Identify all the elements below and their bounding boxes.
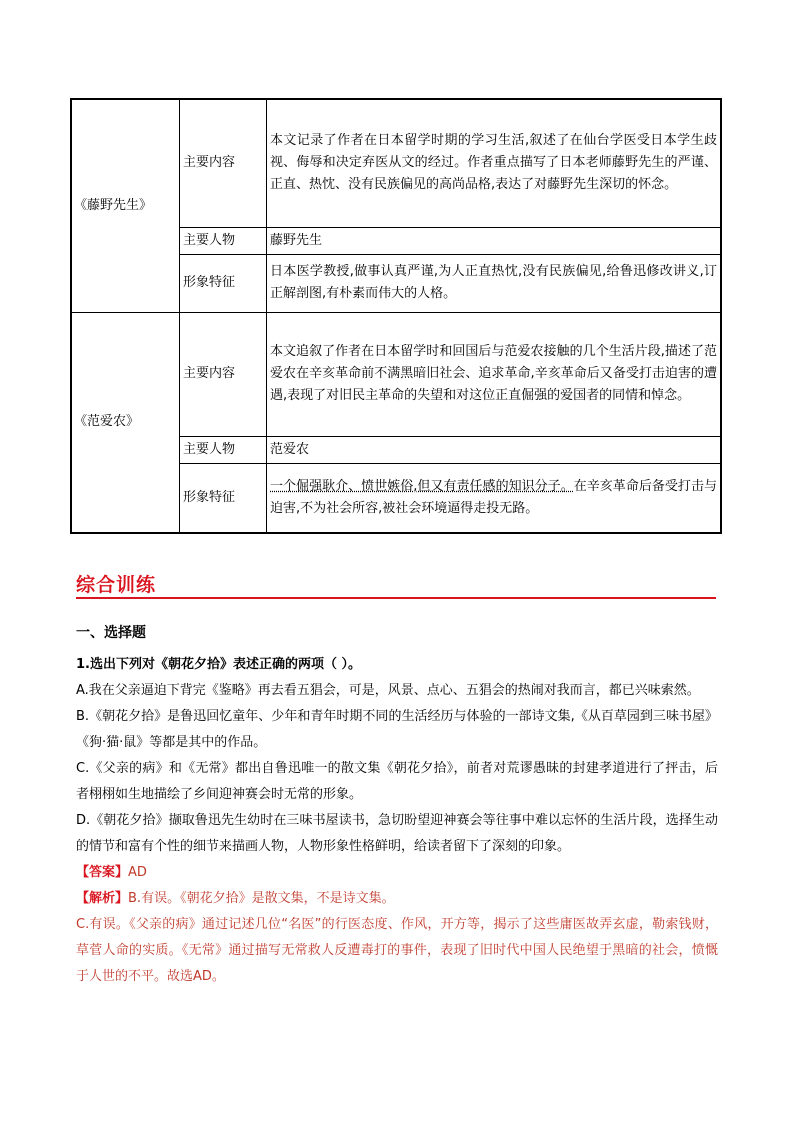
analysis-line [76,886,718,912]
answer-line [76,860,718,886]
analysis-c: C.有误。《父亲的病》通过记述几位“名医”的行医态度、作风，开方等，揭示了这些庸医故弄玄虚，勒索钱财，草菅人命的实质。《无常》通过描写无常救人反遭毒打的事件，表现了旧时代中国人民绝望于黑暗的社会，愤慨于人世的不平。故选AD。 [76,917,718,984]
main-content: 本文追叙了作者在日本留学时和回国后与范爱农接触的几个生活片段,描述了范爱农在辛亥革命前不满黑暗旧社会、追求革命,辛亥革命后又备受打击迫害的遭遇,表现了对旧民主革命的失望和对这位正直倔强的爱国者的同情和悼念。 [267,312,722,436]
row-label: 主要人物 [180,227,267,254]
image-content-rest: 在辛亥革命后备受打击与迫害,不为社会所容,被社会环境逼得走投无路。 [270,478,717,516]
answer-tag: 【答案】 [76,865,129,880]
main-content: 本文记录了作者在日本留学时期的学习生活,叙述了在仙台学医受日本学生歧视、侮辱和决定弃医从文的经过。作者重点描写了日本老师藤野先生的严谨、正直、热忱、没有民族偏见的高尚品格,表达了对藤野先生深切的怀念。 [267,99,722,227]
main-person: 范爱农 [267,436,722,463]
answer-value: AD [128,865,147,880]
table-row [71,99,721,227]
option-a: A.我在父亲逼迫下背完《鉴略》再去看五猖会，可是，风景、点心、五猖会的热闹对我而言，都已兴味索然。 [76,683,700,698]
row-label: 形象特征 [180,463,267,533]
question-block [76,652,718,990]
work-title: 《范爱农》 [71,312,180,533]
part-title: 一、选择题 [76,625,146,641]
row-label: 主要内容 [180,99,267,227]
section-heading: 综合训练 [76,574,157,596]
analysis-tag: 【解析】 [76,891,129,906]
row-label: 主要内容 [180,312,267,436]
option-b: B.《朝花夕拾》是鲁迅回忆童年、少年和青年时期不同的生活经历与体验的一部诗文集,《从百草园到三味书屋》《狗·猫·鼠》等都是其中的作品。 [76,709,718,750]
section-divider [76,597,716,599]
image-content [267,463,722,533]
option-c: C.《父亲的病》和《无常》都出自鲁迅唯一的散文集《朝花夕拾》，前者对荒谬愚昧的封建孝道进行了抨击，后者栩栩如生地描绘了乡间迎神赛会时无常的形象。 [76,761,718,802]
analysis-b: B.有误。《朝花夕拾》是散文集，不是诗文集。 [128,891,395,906]
main-person: 藤野先生 [267,227,722,254]
question-stem: 1.选出下列对《朝花夕拾》表述正确的两项（ ）。 [76,657,362,672]
row-label: 形象特征 [180,254,267,312]
work-title: 《藤野先生》 [71,99,180,312]
row-label: 主要人物 [180,436,267,463]
works-summary-table [70,98,722,534]
table-row [71,312,721,436]
image-content: 日本医学教授,做事认真严谨,为人正直热忱,没有民族偏见,给鲁迅修改讲义,订正解剖图,有朴素而伟大的人格。 [267,254,722,312]
option-d: D.《朝花夕拾》撷取鲁迅先生幼时在三味书屋读书，急切盼望迎神赛会等往事中难以忘怀的生活片段，选择生动的情节和富有个性的细节来描画人物，人物形象性格鲜明，给读者留下了深刻的印象。 [76,813,718,854]
underlined-phrase: 一个倔强耿介、愤世嫉俗,但又有责任感的知识分子。 [270,478,574,494]
